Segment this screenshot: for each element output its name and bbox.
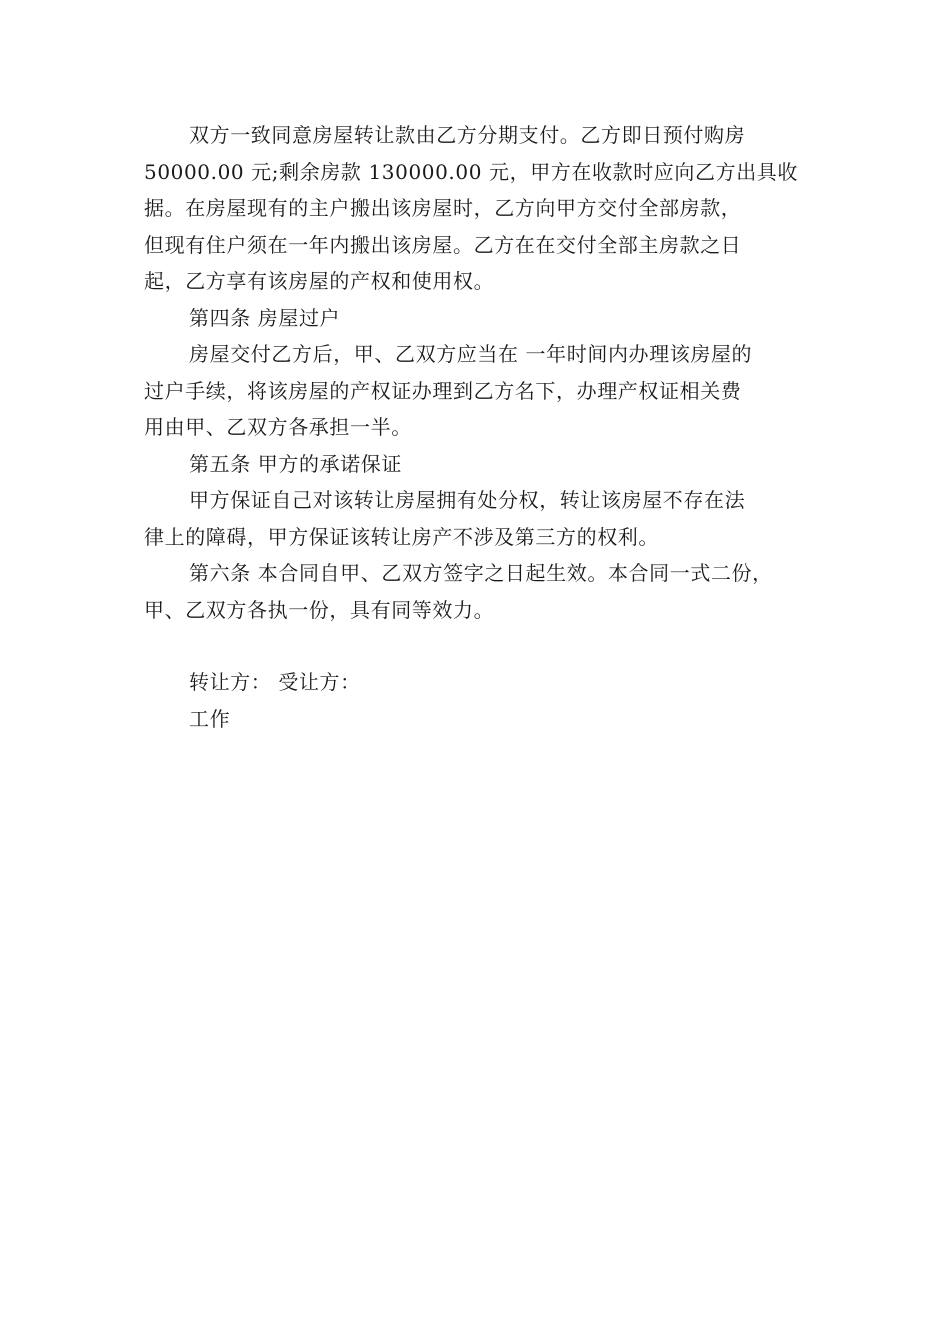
text-line: 房屋交付乙方后，甲、乙双方应当在 一年时间内办理该房屋的 — [189, 342, 753, 366]
text-line: 起，乙方享有该房屋的产权和使用权。 — [144, 269, 495, 293]
text-line: 但现有住户须在一年内搬出该房屋。乙方在在交付全部主房款之日 — [144, 232, 742, 257]
text-line: 甲方保证自己对该转让房屋拥有处分权，转让该房屋不存在法 — [189, 488, 746, 512]
signature-line: 转让方： 受让方： — [189, 670, 361, 694]
article4-heading: 第四条 房屋过户 — [189, 305, 341, 330]
text-line: 第六条 本合同自甲、乙双方签字之日起生效。本合同一式二份， — [189, 561, 773, 585]
text-line: 过户手续，将该房屋的产权证办理到乙方名下，办理产权证相关费 — [144, 378, 742, 403]
text-line: 50000.00 元;剩余房款 130000.00 元，甲方在收款时应向乙方出具收 — [144, 159, 798, 184]
text-line: 据。在房屋现有的主户搬出该房屋时，乙方向甲方交付全部房款， — [144, 196, 742, 220]
blank-line — [144, 628, 834, 664]
text-line: 律上的障碍，甲方保证该转让房产不涉及第三方的权利。 — [144, 524, 659, 549]
text-line: 双方一致同意房屋转让款由乙方分期支付。乙方即日预付购房 — [189, 123, 746, 147]
article4-paragraph — [144, 336, 834, 446]
payment-paragraph — [144, 117, 834, 300]
article5-paragraph — [144, 482, 834, 555]
text-line: 用由甲、乙双方各承担一半。 — [144, 415, 412, 439]
article5-heading: 第五条 甲方的承诺保证 — [189, 451, 402, 476]
trailing-text: 工作 — [189, 706, 231, 731]
text-line: 甲、乙双方各执一份，具有同等效力。 — [144, 597, 495, 622]
article6-paragraph — [144, 555, 834, 628]
document-page — [144, 117, 834, 737]
